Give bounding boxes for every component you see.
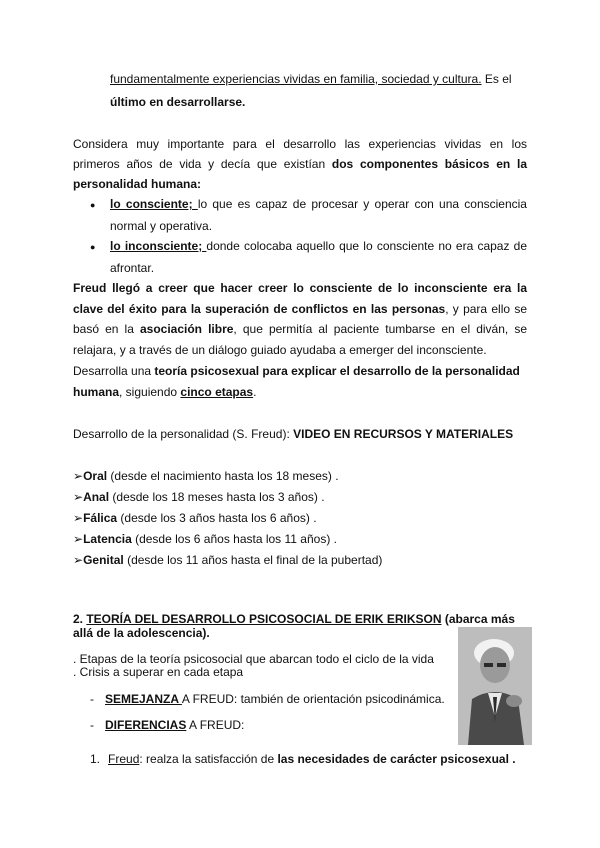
p3-line-4: relajara, y a través de un diálogo guiado ayudaba a emerger del inconsciente. <box>73 343 487 357</box>
note-2: . Crisis a superar en cada etapa <box>73 665 244 679</box>
p3-line-2: clave del éxito para la superación de conflictos en las personas, y para ello se <box>73 302 527 316</box>
stage-genital: ➢Genital (desde los 11 años hasta el final de la pubertad) <box>73 553 383 567</box>
p2-line-3: personalidad humana: <box>73 177 202 191</box>
numbered-item-1: 1. Freud: realza la satisfacción de las necesidades de carácter psicosexual . <box>90 752 516 766</box>
p3-line-1: Freud llegó a creer que hacer creer lo consciente de lo inconsciente era la <box>73 281 527 295</box>
stage-anal: ➢Anal (desde los 18 meses hasta los 3 años) . <box>73 490 325 504</box>
p2-line-2: primeros años de vida y decía que existían dos componentes básicos en la <box>73 157 527 171</box>
p3-line-5: Desarrolla una teoría psicosexual para explicar el desarrollo de la personalidad <box>73 364 520 378</box>
p3-line-3: basó en la asociación libre, que permitía al paciente tumbarse en el diván, se <box>73 322 527 336</box>
bullet-2-line-1: lo inconsciente; donde colocaba aquello que lo consciente no era capaz de <box>110 239 528 253</box>
arrow-icon: ➢ <box>73 490 84 504</box>
portrait-drawing <box>458 627 532 745</box>
bullet-dot: ● <box>90 200 96 210</box>
video-resources-link: VIDEO EN RECURSOS Y MATERIALES <box>293 427 514 441</box>
arrow-icon: ➢ <box>73 553 84 567</box>
arrow-icon: ➢ <box>73 532 84 546</box>
arrow-icon: ➢ <box>73 511 84 525</box>
p1-underlined: fundamentalmente experiencias vividas en familia, sociedad y cultura. <box>110 72 482 86</box>
p1-line-1: fundamentalmente experiencias vividas en familia, sociedad y cultura. Es el <box>110 72 512 86</box>
stage-falica: ➢Fálica (desde los 3 años hasta los 6 años) . <box>73 511 317 525</box>
dash-item-diferencias: - DIFERENCIAS A FREUD: <box>90 718 245 732</box>
bullet-2-line-2: afrontar. <box>110 261 155 275</box>
bullet-1-line-1: lo consciente; lo que es capaz de procesar y operar con una consciencia <box>110 197 527 211</box>
p1-line-2: último en desarrollarse. <box>110 95 246 109</box>
stage-oral: ➢Oral (desde el nacimiento hasta los 18 meses) . <box>73 469 339 483</box>
erikson-photo <box>458 627 532 745</box>
p2-line-1: Considera muy importante para el desarrollo las experiencias vividas en los <box>73 137 527 151</box>
stage-latencia: ➢Latencia (desde los 6 años hasta los 11 años) . <box>73 532 337 546</box>
note-1: . Etapas de la teoría psicosocial que abarcan todo el ciclo de la vida <box>73 652 434 666</box>
section-2-title: TEORÍA DEL DESARROLLO PSICOSOCIAL DE ERIK ERIKSON <box>86 612 442 626</box>
arrow-icon: ➢ <box>73 469 84 483</box>
bullet-dot: ● <box>90 242 96 252</box>
video-line: Desarrollo de la personalidad (S. Freud): VIDEO EN RECURSOS Y MATERIALES <box>73 427 514 441</box>
section-2-heading: 2. TEORÍA DEL DESARROLLO PSICOSOCIAL DE ERIK ERIKSON (abarca más <box>73 612 515 626</box>
p3-line-6: humana, siguiendo cinco etapas. <box>73 385 257 399</box>
dash-item-semejanza: - SEMEJANZA A FREUD: también de orientación psicodinámica. <box>90 692 445 706</box>
bullet-1-line-2: normal y operativa. <box>110 219 213 233</box>
section-2-heading-line-2: allá de la adolescencia). <box>73 626 210 640</box>
